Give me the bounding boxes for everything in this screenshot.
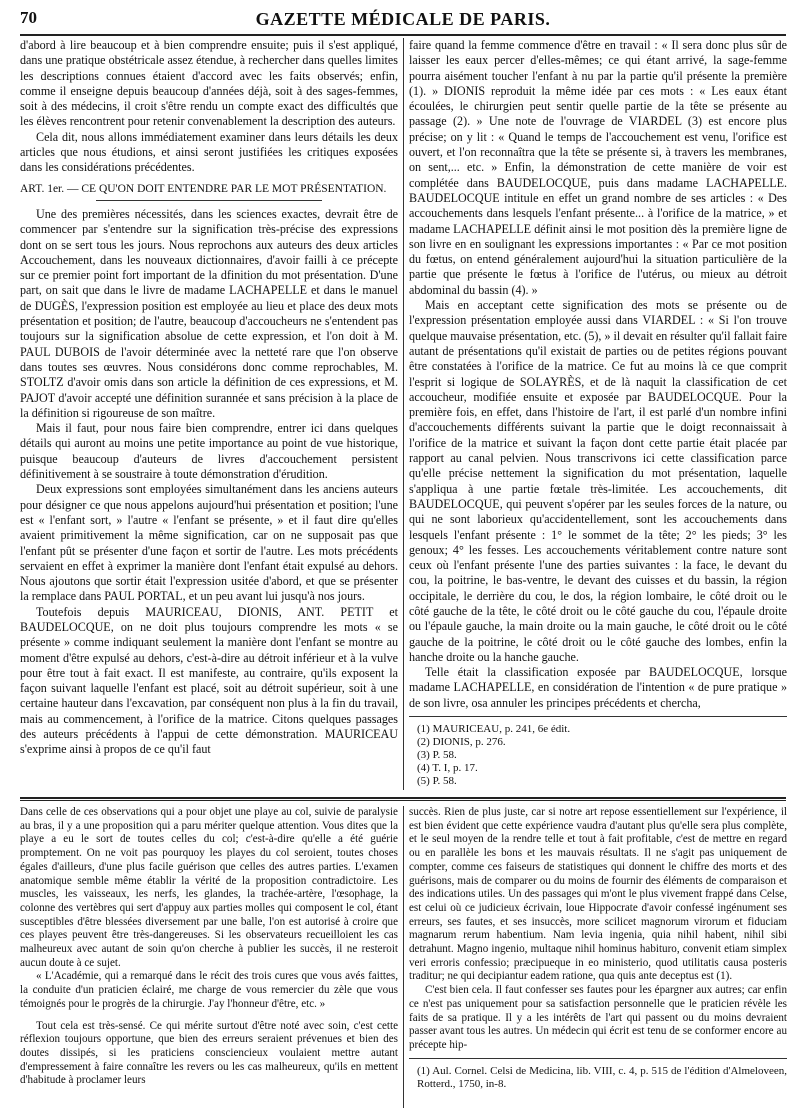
- paragraph: Deux expressions sont employées simultanément dans les anciens auteurs pour désigner ce que nous appelons aujourd'hui présentation et position; l'une est « l'enfant sort, » l'autre « l'enfant se présente, » et il faut dire qu'elles avaient primitivement la même signification, car on ne supposait pas que l'enfant pût se présenter d'une façon et sortir de l'autre. Les mots précédents servaient en effet à exprimer la manière dont l'enfant était expulsé au dehors. Nous ajoutons que sortir était l'expression usitée d'abord, et que se présenter la remplace dans PAUL PORTAL, et un peu avant lui jusqu'à nos jours.: [20, 482, 398, 604]
- paragraph: Mais il faut, pour nous faire bien comprendre, entrer ici dans quelques détails qui auront au moins une petite importance au point de vue historique, puisque beaucoup d'auteurs de livres d'accouchement persistent définitivement à se soustraire à toute démonstration d'érudition.: [20, 421, 398, 482]
- section-heading-text: ART. 1er. — CE QU'ON DOIT ENTENDRE PAR LE MOT PRÉSENTATION.: [20, 182, 387, 195]
- paragraph: Telle était la classification exposée par BAUDELOCQUE, lorsque madame LACHAPELLE, en considération de l'intention « de pure pratique » de son livre, osa annuler les principes précédents et chercha,: [409, 665, 787, 710]
- column-divider-top: [403, 38, 404, 790]
- footnotes: [409, 723, 787, 788]
- paragraph: Cela dit, nous allons immédiatement examiner dans leurs détails les deux articles que nous étudions, et ainsi seront justifiées les critiques exposées dans les considérations précédentes.: [20, 129, 398, 175]
- footnote: (2) DIONIS, p. 276.: [417, 736, 506, 749]
- paragraph: Mais en acceptant cette signification des mots se présente ou de l'expression présentation employée aussi dans VIARDEL : « Si l'on trouve quelque mauvaise présentation, etc. (5), » il devait en résulter qu'il fallait faire autant de présentations qu'il existait de parties ou de petites régions pouvant être constatées à l'orifice de la matrice. Ce fut au moins là ce que comprit l'esprit si logique de SOLAYRÈS, et de là naquit la classification de cet accoucheur, modifiée ensuite et exposée par BAUDELOCQUE. Pour la première fois, en effet, dans l'histoire de l'art, il est parlé d'un nombre infini d'accouchements différents suivant la partie que le doigt reconnaissait à l'orifice de la matrice et suivant la façon dont cette partie était placée par rapport au canal pelvien. Nous transcrivons ici cette classification parce qu'elle précise nettement la signification du mot présentation, laquelle s'appliqua à une partie fœtale très-limitée. Les accouchements, dit BAUDELOCQUE, qui peuvent s'opérer par les seules forces de la nature, ou qui ne sont laborieux qu'accidentellement, sont les accouchements dans lesquels l'enfant présente : 1° le sommet de la tête; 2° les pieds; 3° les genoux; 4° les fesses. Les accouchements véritablement contre nature sont ceux où l'enfant présente l'une des parties suivantes : la face, le devant du cou, la poitrine, le bas-ventre, le devant des cuisses et du bassin, la région occipitale, le derrière du cou, le dos, la région lombaire, le côté droit ou le côté gauche de la tête, le côté droit ou le côté gauche du cou, l'épaule droite ou l'épaule gauche, la main droite ou la main gauche, le côté droit ou le côté gauche de la poitrine, le côté droit ou le côté gauche des lombes, enfin la hanche droite ou la hanche gauche.: [409, 298, 787, 664]
- footnote: (1) MAURICEAU, p. 241, 6e édit.: [417, 723, 571, 736]
- paragraph: Toutefois depuis MAURICEAU, DIONIS, ANT. PETIT et BAUDELOCQUE, on ne doit plus toujours comprendre les mots « se présente » comme indiquant seulement la manière dont l'enfant se montre au moment d'être expulsé au dehors, c'est-à-dire au détroit inférieur et à la vulve pour être tout à fait exact. Il est manifeste, au contraire, qu'ils exposent la façon suivant laquelle l'enfant est placé, soit au détroit supérieur, soit à une certaine hauteur dans l'excavation, par conséquent non plus à la fin du travail, mais au commencement, à l'orifice de la matrice. Citons quelques passages des auteurs précédents à l'appui de cette démonstration. MAURICEAU s'exprime ainsi à propos de ce qu'il faut: [20, 604, 398, 757]
- column-divider-bottom: [403, 806, 404, 1108]
- paragraph: faire quand la femme commence d'être en travail : « Il sera donc plus sûr de laisser les eaux percer d'elles-mêmes; ce qui étant arrivé, la sage-femme pourra aisément toucher l'enfant à nu par la partie qu'il présente la première (1). » DIONIS reproduit la même idée par ces mots : « Les eaux étant écoulées, le chirurgien peut sentir quelle partie de la tête se présente au passage (2). » Une note de l'ouvrage de VIARDEL (3) est encore plus précise; on y lit : « Quand le temps de l'accouchement est venu, l'orifice est ouvert, et l'on reconnaîtra que la tête se présente si, à travers les membranes, on sent,... etc. » Enfin, la démonstration de cette manière de voir est complétée dans BAUDELOCQUE, puis dans madame LACHAPELLE. BAUDELOCQUE intitule en effet un grand nombre de ses articles : « Des accouchements dans lesquels l'enfant présente... à l'orifice de la matrice, » et madame LACHAPELLE définit ainsi le mot position dès la première ligne de son livre en en soulignant les expressions importantes : « Par ce mot position du fœtus, on entend généralement aujourd'hui la situation particulière de la partie que présente le fœtus à l'orifice de l'utérus, ou mieux au détroit abdominal du bassin (4). »: [409, 38, 787, 297]
- feuilleton-rule-thin: [20, 800, 786, 801]
- article-column-right: [409, 38, 787, 788]
- feuilleton-column-right: [409, 806, 787, 1091]
- footnote: (3) P. 58.: [417, 749, 457, 762]
- paragraph: Tout cela est très-sensé. Ce qui mérite surtout d'être noté avec soin, c'est cette réflexion toujours opportune, que bien des erreurs seraient prévenues et bien des doutes dissipés, si les praticiens consciencieux voulaient mettre autant d'empressement à faire connaître les revers ou les cas malheureux, qu'ils en mettent d'habitude à proclamer leurs: [20, 1019, 398, 1087]
- journal-title: GAZETTE MÉDICALE DE PARIS.: [255, 9, 551, 29]
- footnote-rule: [409, 1058, 787, 1059]
- section-heading: [20, 182, 398, 201]
- footnote: (1) Aul. Cornel. Celsi de Medicina, lib. VIII, c. 4, p. 515 de l'édition d'Almeloveen, Rotterd., 1750, in-8.: [417, 1064, 787, 1090]
- feuilleton-rule: [20, 797, 786, 799]
- article-column-left: [20, 38, 398, 758]
- paragraph: C'est bien cela. Il faut confesser ses fautes pour les épargner aux autres; car enfin ce n'est pas uniquement pour sa satisfaction personnelle que le praticien révèle les faits de sa pratique. Il y a les intérêts de l'art qui passent ou du moins devraient passer avant tous les autres. Un médecin qui écrit est tenu de se conformer encore au précepte hip-: [409, 984, 787, 1051]
- page-number: 70: [20, 8, 37, 27]
- paragraph: succès. Rien de plus juste, car si notre art repose essentiellement sur l'expérience, il est bien évident que cette expérience vaudra d'autant plus qu'elle sera plus complète, et le seul moyen de la rendre telle et tout à fait profitable, c'est de mettre en regard ou en parallèle les bons et les mauvais résultats. Il ne s'agit pas uniquement de compter, comme ces faiseurs de statistiques qui donnent le chiffre des morts et des guérisons, mais de comparer ou du moins de fournir des éléments de comparaison et des indications utiles. Un des passages qui m'ont le plus vivement frappé dans Celse, est celui où ce judicieux écrivain, loue Hippocrate d'avoir confessé ingénument ses erreurs, ses fautes, et ses insuccès, more scilicet magnorum virorum et fiduciam magnarum rerum habentium. Nam levia ingenia, quia nihil habent, nihil sibi detrahunt. Magno ingenio, multaque nihil hominus habituro, convenit etiam simplex veri erroris confessio; præcipueque in eo ministerio, quod utilitatis causa posteris traditur; ne qui decipiantur eadem ratione, qua quis ante deceptus est (1).: [409, 806, 787, 983]
- paragraph: d'abord à lire beaucoup et à bien comprendre ensuite; puis il s'est appliqué, dans une pratique obstétricale assez étendue, à rechercher dans quelles limites les descriptions connues étaient d'accord avec les faits observés; enfin, comme il enseigne depuis beaucoup d'années déjà, soit à des sages-femmes, soit à des médecins, il croit s'être rendu un compte exact des difficultés que les élèves rencontrent pour retenir convenablement la description des auteurs.: [20, 38, 398, 129]
- footnote-rule: [409, 716, 787, 717]
- footnote: (4) T. I, p. 17.: [417, 762, 478, 775]
- feuilleton-column-left: [20, 806, 398, 1088]
- paragraph: « L'Académie, qui a remarqué dans le récit des trois cures que vous avés faittes, la conduite d'un praticien éclairé, me charge de vous remercier du zèle que vous témoignés pour le progrès de la chirurgie. J'ay l'honneur d'être, etc. »: [20, 970, 398, 1010]
- heading-rule: [96, 200, 323, 201]
- paragraph: Une des premières nécessités, dans les sciences exactes, devrait être de commencer par s'entendre sur la signification très-précise des expressions dont on se sert tous les jours. Nous reprochons aux auteurs des deux articles Accouchement, dans les nouveaux dictionnaires, d'avoir failli à ce précepte sur ce premier point fort important de la dfinition du mot présentation. D'une part, on sait que dans le livre de madame LACHAPELLE et dans le manuel de DUGÈS, l'expression position est employée au lieu et place des deux mots présentation et position; de l'autre, beaucoup d'accoucheurs ne s'entendent pas toujours sur la signification absolue de cette expression, et l'on doit à M. PAUL DUBOIS de l'avoir déterminée avec la netteté rare que l'on observe dans toutes ses œuvres. Nous considérons donc comme reprochables, M. STOLTZ d'avoir omis dans son article la définition de ces expressions, et M. PAJOT d'avoir accepté une définition surannée et sans précision à la place de la définition si rigoureuse de son maître.: [20, 206, 398, 420]
- page-header: [20, 8, 786, 34]
- paragraph: Dans celle de ces observations qui a pour objet une playe au col, suivie de paralysie au bras, il y a une proposition qui a paru mériter quelque attention. Vous dites que la playe a eu le sort de toutes celles du col; c'est-à-dire qu'elle a été guérie promptement. On ne voit pas pourquoy les playes du col seroient, toutes choses égales d'ailleurs, d'une plus facile guérison que celles des autres parties. L'examen anatomique semble même établir la vérité de la proposition contradictoire. Les muscles, les vaisseaux, les nerfs, les glandes, la trachée-artère, l'œsophage, la colonne des vertèbres qui sert d'appuy aux parties molles qui composent le col, étant susceptibles d'être blessées diversement par une balle, l'on est autorisé à croire que ces playes peuvent être très-dangereuses. Si les observateurs recueilloient les cas malheureux avec autant de soin qu'on cherche à publier les succès, il ne resteroit aucun doute à ce sujet.: [20, 806, 398, 969]
- header-rule: [20, 34, 786, 36]
- footnote: (5) P. 58.: [417, 775, 457, 788]
